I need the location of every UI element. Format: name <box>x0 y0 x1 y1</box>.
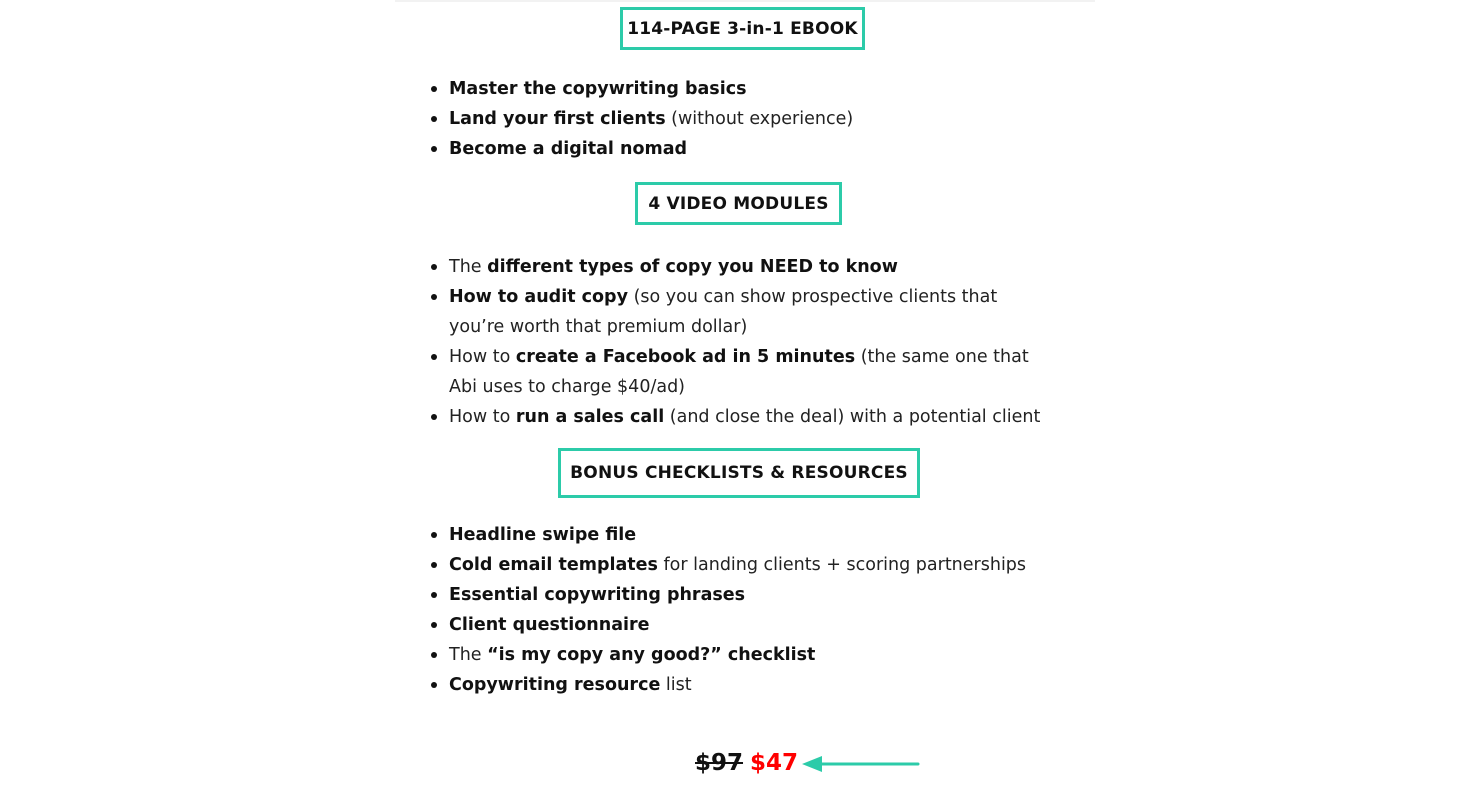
sale-price: $47 <box>750 750 799 776</box>
list-item-text: (the same one that Abi uses to charge $40/ad) <box>449 347 1029 397</box>
video-modules-heading: 4 VIDEO MODULES <box>635 182 842 225</box>
bonus-resources-heading: BONUS CHECKLISTS & RESOURCES <box>558 448 920 498</box>
list-item <box>428 610 1068 640</box>
list-item <box>428 402 1053 432</box>
list-item <box>428 74 1068 104</box>
list-item-bold-text: “is my copy any good?” checklist <box>487 645 816 665</box>
list-item <box>428 670 1068 700</box>
list-item-text: The <box>449 257 488 277</box>
list-item-bold-text: different types of copy you NEED to know <box>487 257 898 277</box>
list-item-bold-text: Land your first clients <box>449 109 666 129</box>
ebook-feature-list <box>428 74 1068 164</box>
list-item-bold-text: Master the copywriting basics <box>449 79 747 99</box>
list-item <box>428 252 1053 282</box>
list-item-text: How to <box>449 407 516 427</box>
list-item <box>428 550 1068 580</box>
list-item-text: (without experience) <box>665 109 854 129</box>
list-item-text: for landing clients + scoring partnerships <box>657 555 1027 575</box>
list-item-bold-text: Cold email templates <box>449 555 658 575</box>
ebook-heading: 114-PAGE 3-in-1 EBOOK <box>620 7 865 50</box>
list-item-text: list <box>660 675 692 695</box>
list-item <box>428 640 1068 670</box>
list-item-bold-text: Headline swipe file <box>449 525 637 545</box>
list-item <box>428 520 1068 550</box>
list-item <box>428 580 1068 610</box>
list-item-bold-text: How to audit copy <box>449 287 628 307</box>
list-item-bold-text: Client questionnaire <box>449 615 650 635</box>
list-item-text: The <box>449 645 488 665</box>
bonus-resources-feature-list <box>428 520 1068 700</box>
list-item-bold-text: create a Facebook ad in 5 minutes <box>515 347 856 367</box>
list-item-text: (and close the deal) with a potential client <box>664 407 1041 427</box>
list-item <box>428 134 1068 164</box>
top-divider <box>395 0 1095 2</box>
old-price: $97 <box>695 750 744 776</box>
list-item <box>428 282 1053 342</box>
list-item <box>428 342 1053 402</box>
list-item-bold-text: Essential copywriting phrases <box>449 585 746 605</box>
list-item-bold-text: Copywriting resource <box>449 675 661 695</box>
left-arrow-icon <box>800 752 920 776</box>
list-item-bold-text: Become a digital nomad <box>449 139 688 159</box>
list-item-bold-text: run a sales call <box>515 407 665 427</box>
list-item <box>428 104 1068 134</box>
price-display <box>695 746 798 780</box>
video-modules-feature-list <box>428 252 1053 432</box>
list-item-text: How to <box>449 347 516 367</box>
list-item-text: (so you can show prospective clients that you’re worth that premium dollar) <box>449 287 998 337</box>
